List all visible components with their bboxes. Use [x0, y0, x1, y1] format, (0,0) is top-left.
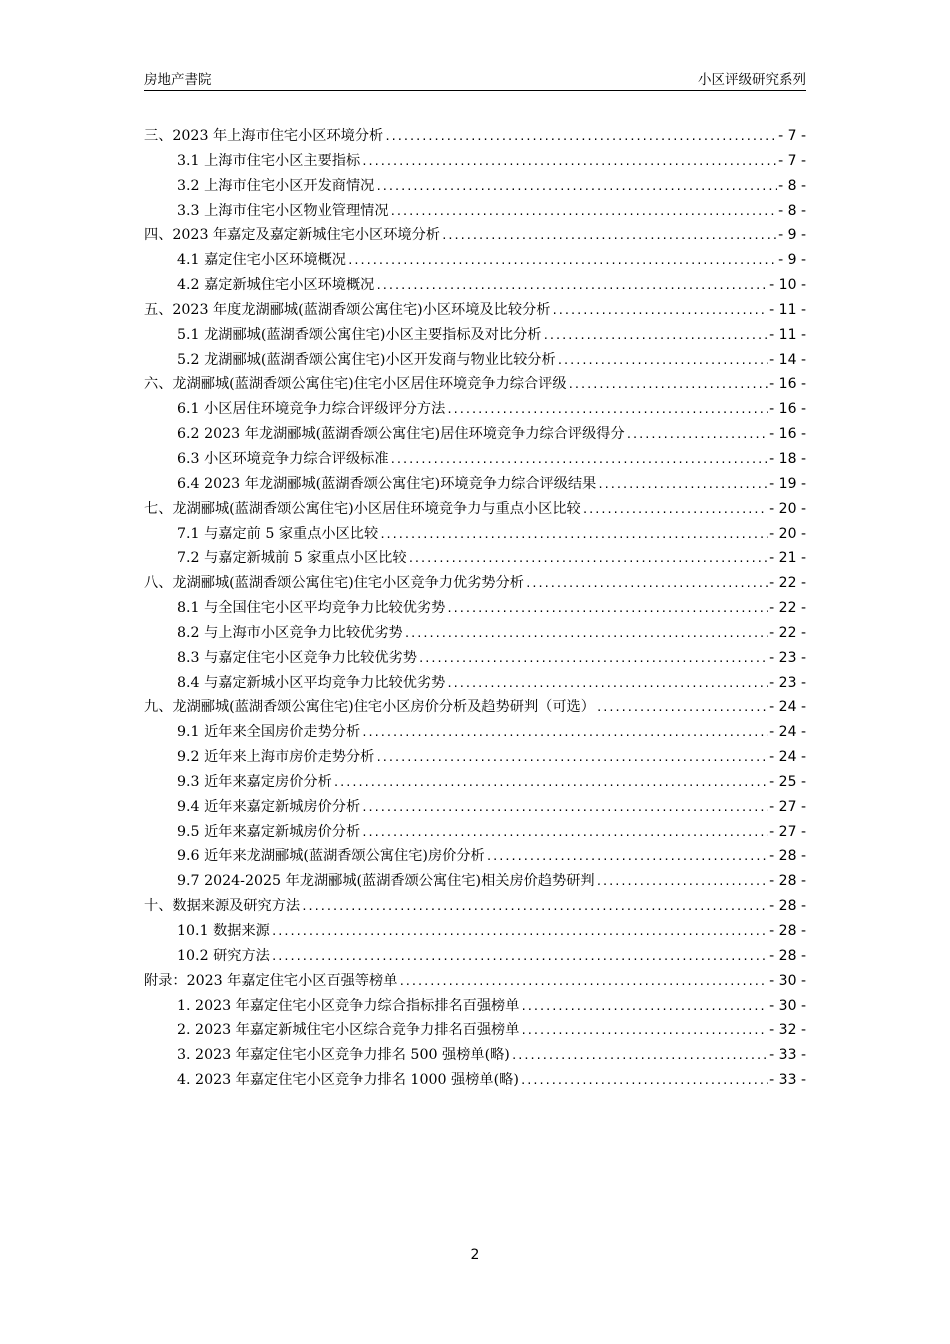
- toc-dot-leader: [596, 695, 768, 720]
- toc-entry[interactable]: [144, 199, 806, 224]
- toc-entry-page: - 9 -: [778, 227, 806, 244]
- toc-entry-page: - 27 -: [769, 798, 806, 815]
- toc-entry[interactable]: [144, 397, 806, 422]
- toc-dot-leader: [271, 944, 768, 969]
- toc-entry[interactable]: [144, 298, 806, 323]
- toc-entry-title: 十、数据来源及研究方法: [144, 898, 301, 915]
- toc-entry-page: - 11 -: [769, 301, 806, 318]
- toc-entry[interactable]: [144, 1043, 806, 1068]
- toc-entry-title: 8.2 与上海市小区竞争力比较优劣势: [177, 624, 403, 641]
- toc-dot-leader: [271, 919, 768, 944]
- toc-entry[interactable]: [144, 522, 806, 547]
- toc-dot-leader: [361, 820, 768, 845]
- toc-entry[interactable]: [144, 497, 806, 522]
- toc-dot-leader: [582, 497, 768, 522]
- toc-dot-leader: [446, 596, 768, 621]
- toc-entry-page: - 20 -: [769, 500, 806, 517]
- toc-entry-title: 8.3 与嘉定住宅小区竞争力比较优劣势: [177, 649, 417, 666]
- toc-entry-page: - 8 -: [778, 202, 806, 219]
- toc-entry-title: 6.2 2023 年龙湖郦城(蓝湖香颂公寓住宅)居住环境竞争力综合评级得分: [177, 426, 625, 443]
- toc-dot-leader: [375, 745, 768, 770]
- toc-entry-page: - 16 -: [769, 401, 806, 418]
- toc-entry-title: 5.1 龙湖郦城(蓝湖香颂公寓住宅)小区主要指标及对比分析: [177, 326, 542, 343]
- toc-entry-page: - 28 -: [769, 873, 806, 890]
- toc-entry-page: - 9 -: [778, 252, 806, 269]
- table-of-contents: [144, 124, 806, 1093]
- toc-entry[interactable]: [144, 472, 806, 497]
- toc-entry[interactable]: [144, 894, 806, 919]
- toc-entry-title: 4. 2023 年嘉定住宅小区竞争力排名 1000 强榜单(略): [177, 1072, 519, 1089]
- toc-entry-title: 9.4 近年来嘉定新城房价分析: [177, 798, 361, 815]
- toc-entry-page: - 24 -: [769, 724, 806, 741]
- toc-dot-leader: [542, 323, 768, 348]
- toc-entry[interactable]: [144, 720, 806, 745]
- toc-entry-page: - 27 -: [769, 823, 806, 840]
- toc-entry-page: - 23 -: [769, 649, 806, 666]
- toc-entry[interactable]: [144, 149, 806, 174]
- page-number: 2: [470, 1247, 480, 1263]
- toc-dot-leader: [525, 571, 768, 596]
- toc-entry-page: - 33 -: [769, 1072, 806, 1089]
- toc-entry[interactable]: [144, 869, 806, 894]
- toc-entry-title: 9.3 近年来嘉定房价分析: [177, 773, 332, 790]
- toc-entry[interactable]: [144, 248, 806, 273]
- toc-dot-leader: [347, 248, 777, 273]
- toc-dot-leader: [404, 621, 768, 646]
- toc-dot-leader: [375, 174, 777, 199]
- toc-dot-leader: [520, 1018, 768, 1043]
- toc-dot-leader: [626, 422, 769, 447]
- toc-entry[interactable]: [144, 646, 806, 671]
- toc-entry[interactable]: [144, 447, 806, 472]
- toc-entry-title: 4.2 嘉定新城住宅小区环境概况: [177, 277, 375, 294]
- toc-entry[interactable]: [144, 596, 806, 621]
- toc-dot-leader: [520, 1068, 768, 1093]
- toc-entry-page: - 28 -: [769, 848, 806, 865]
- toc-entry-page: - 7 -: [778, 128, 806, 144]
- toc-entry-page: - 16 -: [769, 426, 806, 443]
- toc-entry[interactable]: [144, 944, 806, 969]
- toc-entry-page: - 20 -: [769, 525, 806, 542]
- toc-entry-page: - 30 -: [769, 997, 806, 1014]
- toc-entry-page: - 24 -: [769, 699, 806, 716]
- toc-entry-title: 8.4 与嘉定新城小区平均竞争力比较优劣势: [177, 674, 446, 691]
- toc-entry-title: 3.2 上海市住宅小区开发商情况: [177, 177, 375, 194]
- toc-dot-leader: [557, 348, 769, 373]
- toc-entry-title: 8.1 与全国住宅小区平均竞争力比较优劣势: [177, 600, 446, 617]
- toc-entry-title: 1. 2023 年嘉定住宅小区竞争力综合指标排名百强榜单: [177, 997, 520, 1014]
- toc-entry-title: 七、龙湖郦城(蓝湖香颂公寓住宅)小区居住环境竞争力与重点小区比较: [144, 500, 581, 517]
- toc-entry-page: - 32 -: [769, 1022, 806, 1039]
- toc-entry-page: - 23 -: [769, 674, 806, 691]
- header-series: 小区评级研究系列: [698, 72, 806, 88]
- toc-entry-title: 2. 2023 年嘉定新城住宅小区综合竞争力排名百强榜单: [177, 1022, 520, 1039]
- toc-entry[interactable]: [144, 919, 806, 944]
- toc-entry-title: 9.2 近年来上海市房价走势分析: [177, 749, 375, 766]
- toc-entry-page: - 19 -: [769, 475, 806, 492]
- toc-dot-leader: [408, 546, 769, 571]
- toc-entry-page: - 11 -: [769, 326, 806, 343]
- toc-dot-leader: [551, 298, 768, 323]
- toc-entry-title: 6.4 2023 年龙湖郦城(蓝湖香颂公寓住宅)环境竞争力综合评级结果: [177, 475, 597, 492]
- toc-entry-page: - 28 -: [769, 898, 806, 915]
- toc-dot-leader: [301, 894, 768, 919]
- toc-entry[interactable]: [144, 1018, 806, 1043]
- toc-entry-page: - 10 -: [769, 277, 806, 294]
- toc-dot-leader: [418, 646, 768, 671]
- toc-dot-leader: [333, 770, 768, 795]
- toc-entry-title: 10.2 研究方法: [177, 947, 270, 964]
- toc-entry-title: 3.3 上海市住宅小区物业管理情况: [177, 202, 389, 219]
- toc-entry[interactable]: [144, 994, 806, 1019]
- toc-entry[interactable]: [144, 571, 806, 596]
- toc-entry-page: - 22 -: [769, 600, 806, 617]
- toc-entry-page: - 22 -: [769, 575, 806, 592]
- toc-entry-title: 五、2023 年度龙湖郦城(蓝湖香颂公寓住宅)小区环境及比较分析: [144, 301, 551, 318]
- toc-entry[interactable]: [144, 124, 806, 149]
- toc-entry-title: 9.6 近年来龙湖郦城(蓝湖香颂公寓住宅)房价分析: [177, 848, 485, 865]
- toc-entry-title: 附录：2023 年嘉定住宅小区百强等榜单: [144, 972, 398, 989]
- toc-entry-page: - 25 -: [769, 773, 806, 790]
- toc-entry[interactable]: [144, 770, 806, 795]
- toc-dot-leader: [375, 273, 768, 298]
- toc-entry[interactable]: [144, 621, 806, 646]
- toc-dot-leader: [486, 844, 768, 869]
- toc-entry-page: - 30 -: [769, 972, 806, 989]
- toc-dot-leader: [446, 397, 768, 422]
- toc-entry[interactable]: [144, 348, 806, 373]
- toc-entry[interactable]: [144, 223, 806, 248]
- toc-entry[interactable]: [144, 820, 806, 845]
- toc-entry-page: - 7 -: [778, 152, 806, 169]
- toc-entry-title: 4.1 嘉定住宅小区环境概况: [177, 252, 346, 269]
- toc-entry[interactable]: [144, 695, 806, 720]
- toc-entry[interactable]: [144, 323, 806, 348]
- toc-entry[interactable]: [144, 745, 806, 770]
- toc-entry-title: 5.2 龙湖郦城(蓝湖香颂公寓住宅)小区开发商与物业比较分析: [177, 351, 556, 368]
- toc-entry-page: - 28 -: [769, 947, 806, 964]
- page-header: [144, 66, 806, 91]
- toc-entry[interactable]: [144, 546, 806, 571]
- toc-entry-title: 9.7 2024-2025 年龙湖郦城(蓝湖香颂公寓住宅)相关房价趋势研判: [177, 873, 595, 890]
- toc-dot-leader: [361, 795, 768, 820]
- toc-entry-page: - 8 -: [778, 177, 806, 194]
- toc-dot-leader: [379, 522, 768, 547]
- toc-dot-leader: [390, 199, 778, 224]
- toc-entry-page: - 18 -: [769, 450, 806, 467]
- toc-entry-page: - 33 -: [769, 1047, 806, 1064]
- toc-entry-page: - 28 -: [769, 923, 806, 939]
- toc-dot-leader: [520, 994, 768, 1019]
- toc-dot-leader: [568, 372, 769, 397]
- toc-entry-page: - 21 -: [769, 550, 806, 567]
- toc-entry-title: 9.1 近年来全国房价走势分析: [177, 724, 361, 741]
- toc-dot-leader: [384, 124, 777, 149]
- toc-entry-title: 7.2 与嘉定新城前 5 家重点小区比较: [177, 550, 407, 567]
- toc-dot-leader: [361, 149, 777, 174]
- toc-entry-title: 6.3 小区环境竞争力综合评级标准: [177, 450, 389, 467]
- toc-entry-page: - 16 -: [769, 376, 806, 393]
- toc-entry[interactable]: [144, 422, 806, 447]
- toc-entry[interactable]: [144, 1068, 806, 1093]
- toc-dot-leader: [596, 869, 769, 894]
- toc-entry-page: - 24 -: [769, 749, 806, 766]
- toc-dot-leader: [361, 720, 768, 745]
- toc-dot-leader: [511, 1043, 768, 1068]
- toc-entry[interactable]: [144, 844, 806, 869]
- toc-dot-leader: [597, 472, 768, 497]
- toc-entry[interactable]: [144, 795, 806, 820]
- toc-entry-title: 三、2023 年上海市住宅小区环境分析: [144, 128, 384, 144]
- toc-entry-title: 3. 2023 年嘉定住宅小区竞争力排名 500 强榜单(略): [177, 1047, 510, 1064]
- toc-entry[interactable]: [144, 273, 806, 298]
- header-publisher: 房地产書院: [144, 72, 212, 88]
- toc-entry[interactable]: [144, 372, 806, 397]
- toc-dot-leader: [398, 969, 768, 994]
- toc-dot-leader: [390, 447, 769, 472]
- toc-entry-title: 7.1 与嘉定前 5 家重点小区比较: [177, 525, 379, 542]
- toc-entry-title: 6.1 小区居住环境竞争力综合评级评分方法: [177, 401, 446, 418]
- toc-entry-title: 八、龙湖郦城(蓝湖香颂公寓住宅)住宅小区竞争力优劣势分析: [144, 575, 524, 592]
- toc-entry-page: - 14 -: [769, 351, 806, 368]
- toc-dot-leader: [446, 671, 768, 696]
- toc-entry-page: - 22 -: [769, 624, 806, 641]
- toc-entry-title: 四、2023 年嘉定及嘉定新城住宅小区环境分析: [144, 227, 440, 244]
- toc-entry-title: 六、龙湖郦城(蓝湖香颂公寓住宅)住宅小区居住环境竞争力综合评级: [144, 376, 567, 393]
- toc-entry-title: 九、龙湖郦城(蓝湖香颂公寓住宅)住宅小区房价分析及趋势研判（可选）: [144, 699, 595, 716]
- toc-dot-leader: [441, 223, 777, 248]
- toc-entry[interactable]: [144, 671, 806, 696]
- toc-entry[interactable]: [144, 174, 806, 199]
- toc-entry-title: 9.5 近年来嘉定新城房价分析: [177, 823, 361, 840]
- toc-entry-title: 3.1 上海市住宅小区主要指标: [177, 152, 361, 169]
- toc-entry-title: 10.1 数据来源: [177, 923, 270, 939]
- toc-entry[interactable]: [144, 969, 806, 994]
